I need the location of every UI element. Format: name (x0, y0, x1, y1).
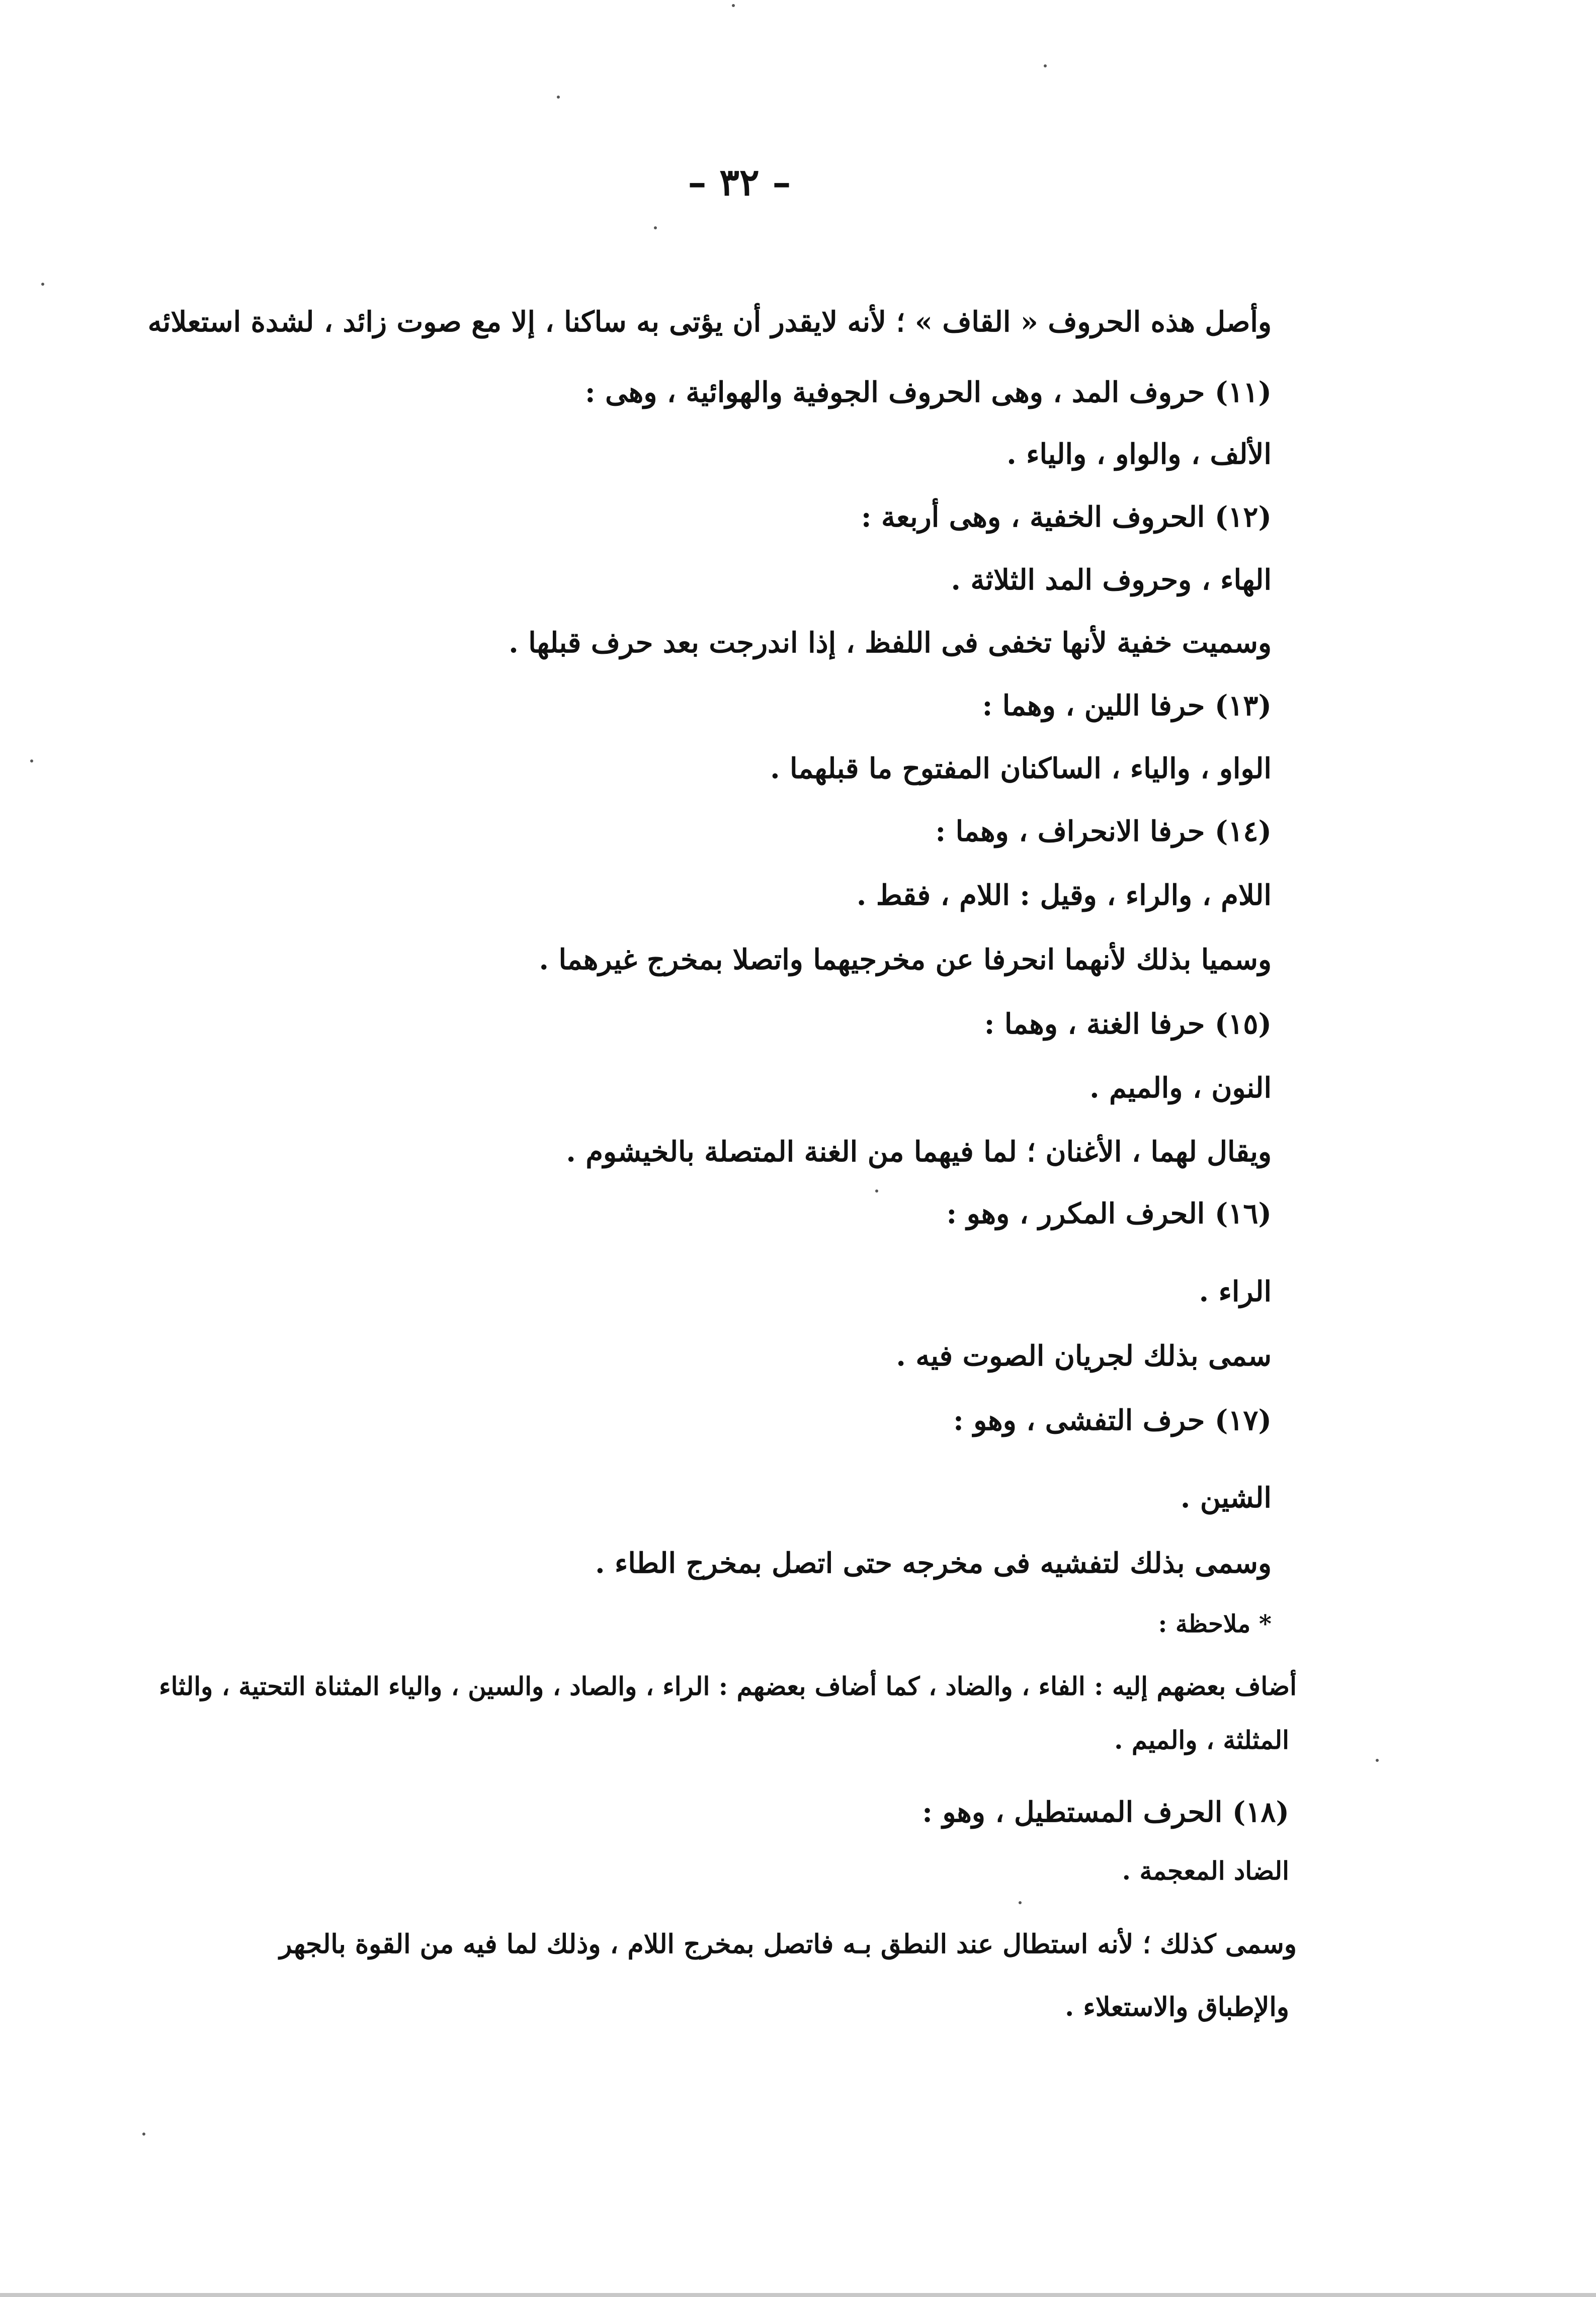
text-line-23: المثلثة ، والميم . (1114, 1725, 1289, 1755)
text-line-8: الواو ، والياء ، الساكنان المفتوح ما قبلهما . (770, 752, 1272, 785)
text-line-26: وسمى كذلك ؛ لأنه استطال عند النطق بـه فاتصل بمخرج اللام ، وذلك لما فيه من القوة بالجهر (279, 1929, 1297, 1960)
text-line-4: (١٢) الحروف الخفية ، وهى أربعة : (861, 500, 1272, 534)
scan-speck (1044, 64, 1047, 67)
scan-speck (142, 2133, 145, 2136)
text-line-9: (١٤) حرفا الانحراف ، وهما : (935, 815, 1272, 848)
text-line-19: الشين . (1180, 1481, 1272, 1514)
text-line-7: (١٣) حرفا اللين ، وهما : (982, 689, 1272, 722)
note-heading: * ملاحظة : (1158, 1610, 1272, 1638)
text-line-15: (١٦) الحرف المكرر ، وهو : (946, 1197, 1272, 1230)
text-line-24: (١٨) الحرف المستطيل ، وهو : (922, 1796, 1289, 1829)
scan-speck (557, 96, 560, 99)
text-line-12: (١٥) حرفا الغنة ، وهما : (984, 1007, 1272, 1041)
text-line-18: (١٧) حرف التفشى ، وهو : (953, 1404, 1272, 1437)
text-line-3: الألف ، والواو ، والياء . (1006, 438, 1272, 471)
text-line-27: والإطباق والاستعلاء . (1065, 1992, 1289, 2022)
text-line-17: سمى بذلك لجريان الصوت فيه . (896, 1339, 1272, 1373)
bottom-edge (0, 2293, 1596, 2297)
text-line-16: الراء . (1199, 1275, 1272, 1308)
text-line-25: الضاد المعجمة . (1122, 1856, 1289, 1886)
scan-speck (875, 1189, 878, 1193)
text-line-11: وسميا بذلك لأنهما انحرفا عن مخرجيهما واتصلا بمخرج غيرهما . (539, 943, 1272, 976)
text-line-2: (١١) حروف المد ، وهى الحروف الجوفية والهوائية ، وهى : (584, 376, 1272, 409)
text-line-10: اللام ، والراء ، وقيل : اللام ، فقط . (856, 879, 1272, 912)
text-line-5: الهاء ، وحروف المد الثلاثة . (951, 563, 1272, 597)
scan-speck (41, 283, 44, 286)
text-line-14: ويقال لهما ، الأغنان ؛ لما فيهما من الغنة المتصلة بالخيشوم . (566, 1135, 1272, 1168)
text-line-13: النون ، والميم . (1089, 1071, 1272, 1104)
page-number: – ٣٢ – (688, 161, 791, 204)
text-line-22: أضاف بعضهم إليه : الفاء ، والضاد ، كما أضاف بعضهم : الراء ، والصاد ، والسين ، والياء المثناة التحتية ، والثاء (159, 1671, 1297, 1701)
scan-speck (1019, 1901, 1022, 1904)
text-line-20: وسمى بذلك لتفشيه فى مخرجه حتى اتصل بمخرج الطاء . (595, 1547, 1272, 1580)
scan-speck (732, 4, 735, 7)
scan-speck (30, 759, 33, 762)
scan-speck (1376, 1759, 1379, 1762)
scan-speck (654, 226, 657, 229)
text-line-6: وسميت خفية لأنها تخفى فى اللفظ ، إذا اندرجت بعد حرف قبلها . (509, 626, 1272, 659)
text-line-1: وأصل هذه الحروف « القاف » ؛ لأنه لايقدر أن يؤتى به ساكنا ، إلا مع صوت زائد ، لشدة استعلائه (147, 305, 1272, 338)
